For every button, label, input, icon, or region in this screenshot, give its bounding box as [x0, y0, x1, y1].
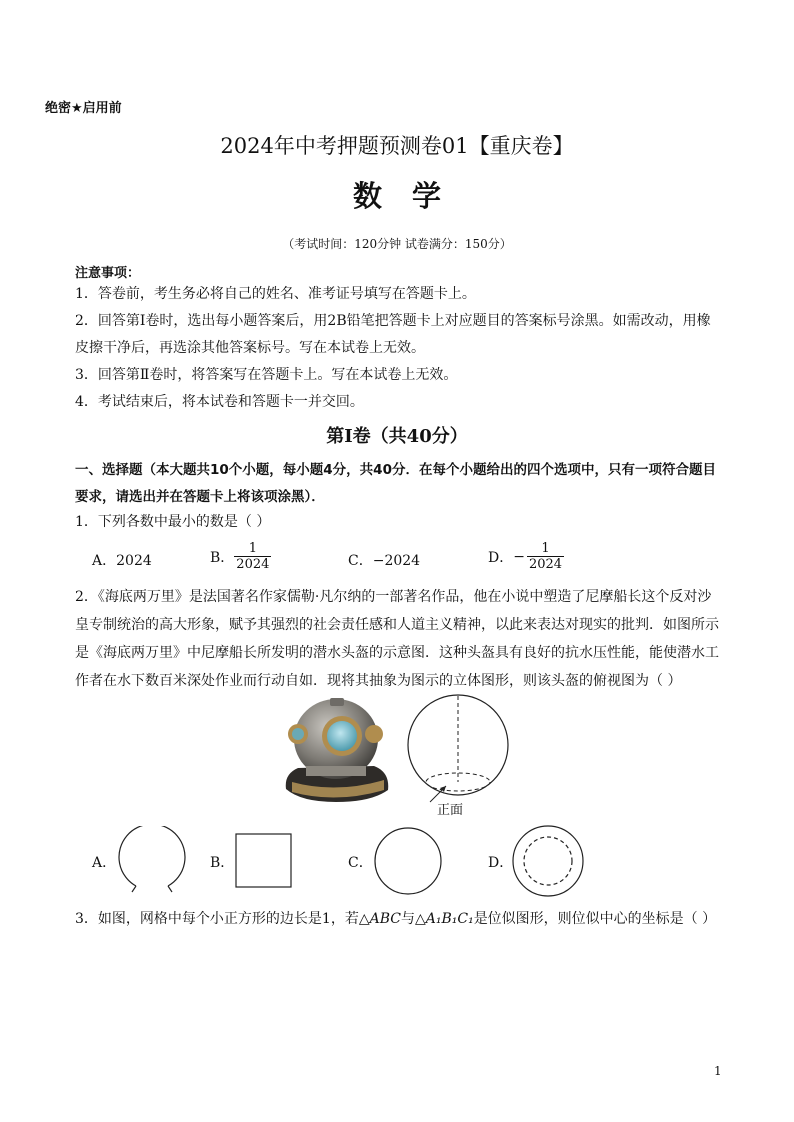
note-item-3: 3．回答第Ⅱ卷时，将答案写在答题卡上。写在本试卷上无效。 [75, 367, 458, 383]
front-label: 正面 [437, 803, 464, 818]
q1-option-b: B． $\frac{1}{2024}$ [210, 541, 270, 572]
subject-title: 数学 [352, 179, 471, 213]
exam-info: （考试时间：120分钟 试卷满分：150分） [282, 237, 512, 251]
q2-option-d-figure [510, 823, 586, 899]
q1-option-a: A．2024 [92, 553, 152, 569]
q2-option-a-label: A． [92, 855, 117, 871]
notes-heading: 注意事项： [75, 266, 141, 281]
q2-option-c-label: C． [348, 855, 373, 871]
note-item-1: 1．答卷前，考生务必将自己的姓名、准考证号填写在答题卡上。 [75, 286, 476, 302]
q2-option-b-label: B． [210, 855, 235, 871]
exam-title: 2024年中考押题预测卷01【重庆卷】 [220, 134, 574, 158]
q2-option-b-figure [234, 832, 294, 890]
q1-option-c: C．−2024 [348, 553, 421, 569]
q3-stem: 3．如图，网格中每个小正方形的边长是1，若△ABC与△A₁B₁C₁是位似图形，则位似中心的坐标是（ ） [75, 911, 717, 927]
q2-option-a-figure [116, 826, 188, 896]
q2-stem: 2．《海底两万里》是法国著名作家儒勒·凡尔纳的一部著名作品，他在小说中塑造了尼摩船长这个反对沙皇专制统治的高大形象，赋予其强烈的社会责任感和人道主义精神，以此来表达对现实的批判．如图所示是《海底两万里》中尼摩船长所发明的潜水头盔的示意图．这种头盔具有良好的抗水压性能，能使潜水工作者在水下数百米深处作业而行动自如．现将其抽象为图示的立体图形，则该头盔的俯视图为（ ） [75, 589, 719, 689]
section-instruction: 一、选择题（本大题共10个小题，每小题4分，共40分．在每个小题给出的四个选项中，只有一项符合题目要求，请选出并在答题卡上将该项涂黑）． [75, 462, 716, 505]
diving-helmet-image [276, 694, 396, 806]
page-number: 1 [714, 1064, 722, 1078]
note-item-2: 2．回答第Ⅰ卷时，选出每小题答案后，用2B铅笔把答题卡上对应题目的答案标号涂黑。如需改动，用橡皮擦干净后，再选涂其他答案标号。写在本试卷上无效。 [75, 313, 711, 356]
q2-option-d-label: D． [488, 855, 514, 871]
q1-b-fraction: $\frac{1}{2024}$ [236, 541, 270, 572]
secret-mark: 绝密★启用前 [45, 101, 122, 116]
section-title: 第Ⅰ卷（共40分） [326, 426, 468, 447]
q2-option-c-figure [372, 826, 444, 896]
q1-option-d: D． − $\frac{1}{2024}$ [488, 541, 563, 572]
q1-d-fraction: $\frac{1}{2024}$ [528, 541, 563, 572]
q1-stem: 1．下列各数中最小的数是（ ） [75, 514, 271, 530]
note-item-4: 4．考试结束后，将本试卷和答题卡一并交回。 [75, 394, 364, 410]
